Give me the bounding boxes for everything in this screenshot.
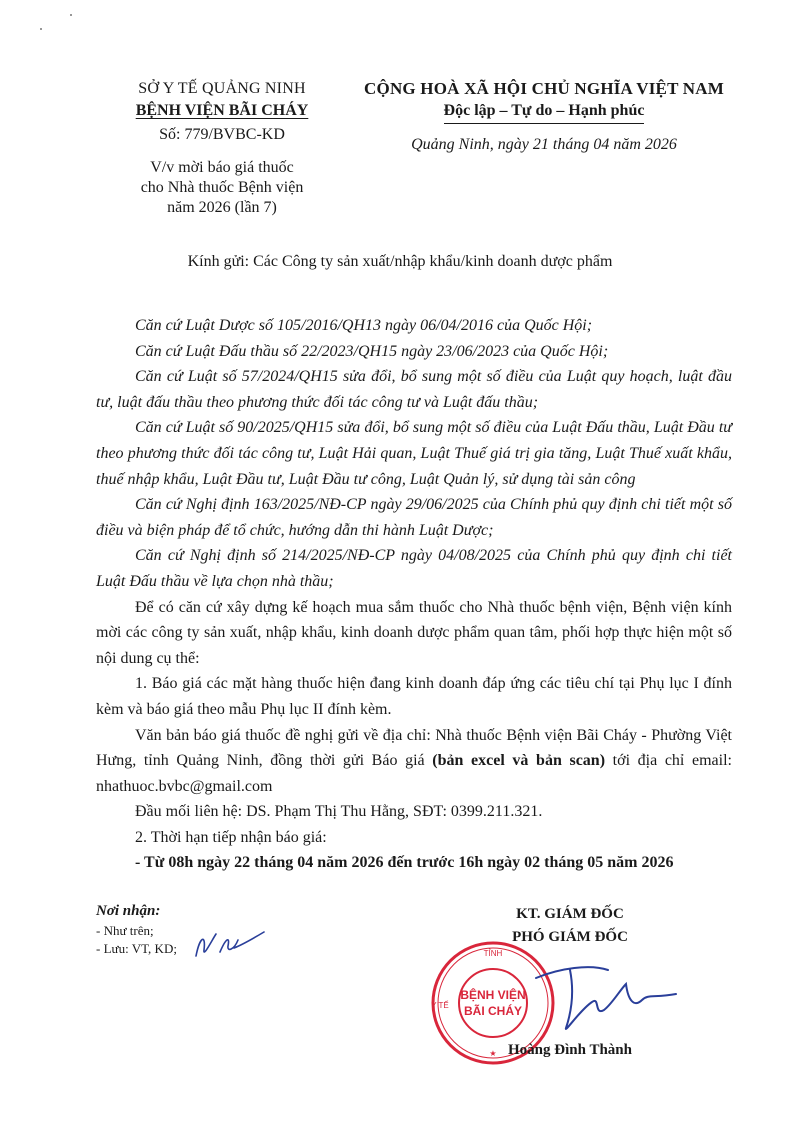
scan-speck	[70, 14, 72, 16]
address-paragraph	[96, 723, 732, 800]
signer-name: Hoàng Đình Thành	[508, 1042, 632, 1058]
national-motto: Độc lập – Tự do – Hạnh phúc	[444, 100, 645, 124]
email-text: tới địa chỉ email: nhathuoc.bvbc@gmail.com	[96, 752, 732, 795]
nation-title: CỘNG HOÀ XÃ HỘI CHỦ NGHĨA VIỆT NAM	[364, 79, 724, 98]
initials-signature	[190, 926, 270, 966]
svg-text:Y TẾ: Y TẾ	[431, 1001, 449, 1010]
item-2: 2. Thời hạn tiếp nhận báo giá:	[135, 828, 327, 846]
document-number: Số: 779/BVBC-KD	[159, 126, 285, 143]
issuer-header	[92, 78, 352, 218]
recipients-title: Nơi nhận:	[96, 903, 161, 919]
item-1: 1. Báo giá các mặt hàng thuốc hiện đang kinh doanh đáp ứng các tiêu chí tại Phụ lục I đính kèm và báo giá theo mẫu Phụ lục II đính kèm.	[96, 675, 732, 718]
recipient-line: Kính gửi: Các Công ty sản xuất/nhập khẩu/kinh doanh dược phẩm	[187, 253, 613, 270]
legal-basis: Căn cứ Luật Đấu thầu số 22/2023/QH15 ngày 23/06/2023 của Quốc Hội;	[135, 342, 609, 360]
agency-name: SỞ Y TẾ QUẢNG NINH	[138, 80, 306, 97]
hospital-name: BỆNH VIỆN BÃI CHÁY	[135, 102, 309, 119]
svg-text:TỈNH: TỈNH	[483, 949, 503, 958]
place-date: Quảng Ninh, ngày 21 tháng 04 năm 2026	[411, 136, 677, 153]
legal-basis: Căn cứ Nghị định 163/2025/NĐ-CP ngày 29/06/2025 của Chính phủ quy định chi tiết một số điều và biện pháp để tổ chức, hướng dẫn thi hành Luật Dược;	[96, 496, 732, 539]
intro-paragraph: Để có căn cứ xây dựng kế hoạch mua sắm thuốc cho Nhà thuốc bệnh viện, Bệnh viện kính mời các công ty sản xuất, nhập khẩu, kinh doanh dược phẩm quan tâm, phối hợp thực hiện một số nội dung cụ thể:	[96, 598, 732, 667]
national-header	[354, 78, 734, 156]
signature-authority: KT. GIÁM ĐỐC	[516, 906, 624, 922]
legal-basis: Căn cứ Luật số 57/2024/QH15 sửa đổi, bổ sung một số điều của Luật quy hoạch, luật đầu tư, luật đấu thầu theo phương thức đối tác công tư và Luật đấu thầu;	[96, 368, 732, 411]
svg-text:BỆNH VIỆN: BỆNH VIỆN	[460, 988, 526, 1002]
legal-basis: Căn cứ Luật số 90/2025/QH15 sửa đổi, bổ sung một số điều của Luật Đấu thầu, Luật Đầu tư theo phương thức đối tác công tư, Luật Hải quan, Luật Thuế giá trị gia tăng, Luật Thuế xuất khẩu, thuế nhập khẩu, Luật Đầu tư, Luật Đầu tư công, Luật Quản lý, sử dụng tài sản công	[96, 419, 732, 488]
legal-basis: Căn cứ Nghị định số 214/2025/NĐ-CP ngày 04/08/2025 của Chính phủ quy định chi tiết Luật Đấu thầu về lựa chọn nhà thầu;	[96, 547, 732, 590]
document-body	[96, 313, 732, 876]
subject-line: cho Nhà thuốc Bệnh viện	[140, 179, 304, 196]
signature-position: PHÓ GIÁM ĐỐC	[512, 929, 628, 945]
svg-text:BÃI CHÁY: BÃI CHÁY	[463, 1004, 523, 1018]
svg-text:★: ★	[489, 1049, 497, 1058]
recipient-item: - Như trên;	[96, 923, 154, 938]
subject-line: năm 2026 (lần 7)	[167, 199, 277, 216]
subject-line: V/v mời báo giá thuốc	[150, 159, 294, 176]
legal-basis: Căn cứ Luật Dược số 105/2016/QH13 ngày 06/04/2016 của Quốc Hội;	[135, 317, 593, 334]
deadline-line: - Từ 08h ngày 22 tháng 04 năm 2026 đến trước 16h ngày 02 tháng 05 năm 2026	[135, 854, 674, 872]
recipient-item: - Lưu: VT, KD;	[96, 941, 177, 956]
address-text: Văn bản báo giá thuốc đề nghị gửi về địa chỉ: Nhà thuốc Bệnh viện Bãi Cháy - Phường Việt Hưng, tỉnh Quảng Ninh, đồng thời gửi Báo giá	[96, 726, 732, 770]
document-subject	[92, 158, 352, 218]
handwritten-signature	[530, 950, 680, 1040]
scan-speck	[40, 28, 42, 30]
format-note: (bản excel và bản scan)	[432, 752, 606, 770]
contact-line: Đầu mối liên hệ: DS. Phạm Thị Thu Hằng, SĐT: 0399.211.321.	[135, 803, 543, 821]
